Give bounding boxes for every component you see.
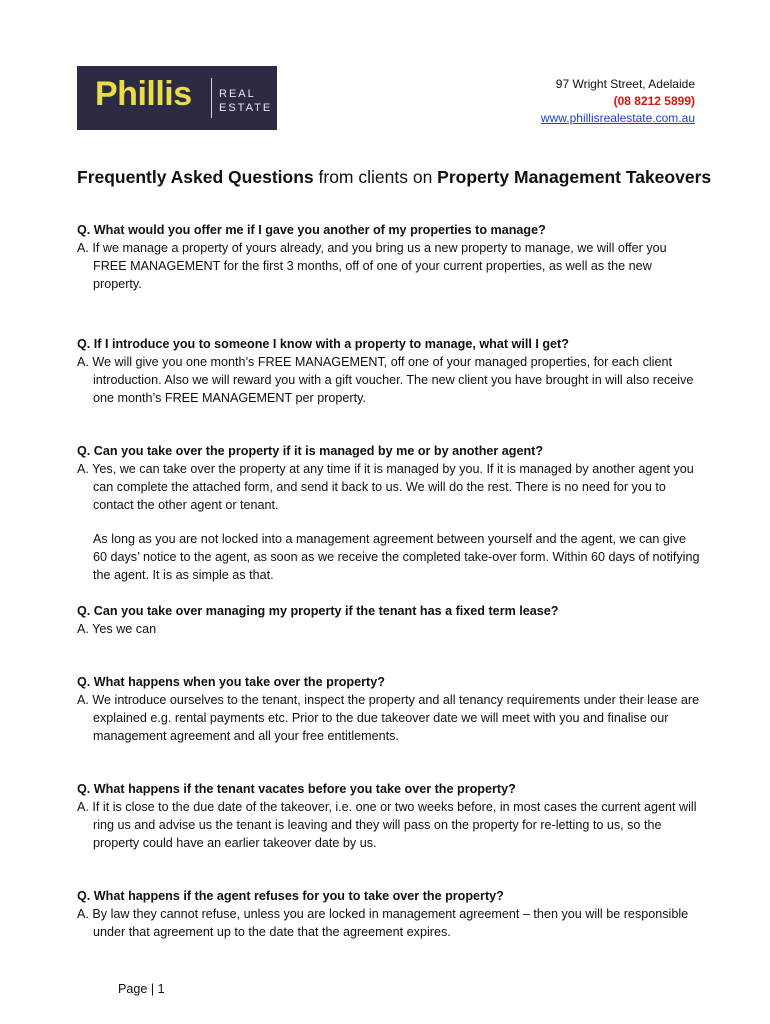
faq-item (77, 780, 702, 852)
faq-answer: A. If it is close to the due date of the takeover, i.e. one or two weeks before, in most cases the current agent will ring us and advise us the tenant is leaving and they will pass on the property for re-letting to us, so the property could have an earlier takeover date by us. (77, 800, 697, 850)
faq-answer: A. Yes we can (77, 622, 157, 636)
title-part-3: Property Management Takeovers (437, 167, 712, 187)
page-title (77, 165, 717, 189)
faq-answer: A. We will give you one month’s FREE MANAGEMENT, off one of your managed properties, for each client introduction. Also we will reward you with a gift voucher. The new client you have brought in will also receive one month’s FREE MANAGEMENT per property. (77, 355, 694, 405)
page-number: Page | 1 (118, 982, 165, 996)
contact-address: 97 Wright Street, Adelaide (555, 77, 695, 91)
faq-question: Q. What happens if the tenant vacates before you take over the property? (77, 782, 516, 796)
faq-question: Q. Can you take over managing my property if the tenant has a fixed term lease? (77, 604, 559, 618)
faq-answer-continued: As long as you are not locked into a management agreement between yourself and the agent, we can give 60 days’ notice to the agent, as soon as we receive the completed take-over form. Within 60 days of notifying the agent. It is as simple as that. (93, 532, 700, 582)
contact-block (541, 76, 695, 127)
faq-item (77, 221, 702, 293)
faq-question: Q. If I introduce you to someone I know with a property to manage, what will I get? (77, 337, 569, 351)
logo-sub-line1: REAL (219, 88, 256, 100)
company-logo (77, 66, 277, 130)
contact-website-link[interactable]: www.phillisrealestate.com.au (540, 111, 695, 125)
faq-item (77, 673, 702, 745)
faq-item (77, 887, 702, 941)
logo-brand-text: Phillis (95, 75, 192, 113)
faq-question: Q. What happens when you take over the property? (77, 675, 385, 689)
faq-answer: A. Yes, we can take over the property at any time if it is managed by you. If it is managed by another agent you can complete the attached form, and send it back to us. We will do the rest. There is no need for you to contact the other agent or tenant. (77, 462, 694, 512)
contact-phone: (08 8212 5899) (613, 94, 695, 108)
faq-answer: A. We introduce ourselves to the tenant, inspect the property and all tenancy requirements under their lease are explained e.g. rental payments etc. Prior to the due takeover date we will meet with you and finalise our management agreement and all your free entitlements. (77, 693, 700, 743)
faq-answer: A. If we manage a property of yours already, and you bring us a new property to manage, we will offer you FREE MANAGEMENT for the first 3 months, off of one of your current properties, as well as the new property. (77, 241, 667, 291)
faq-question: Q. What would you offer me if I gave you another of my properties to manage? (77, 223, 546, 237)
title-part-2: from clients on (313, 167, 438, 187)
faq-answer: A. By law they cannot refuse, unless you are locked in management agreement – then you will be responsible under that agreement up to the date that the agreement expires. (77, 907, 689, 939)
faq-item (77, 335, 702, 407)
logo-sub-line2: ESTATE (219, 102, 273, 114)
faq-question: Q. Can you take over the property if it is managed by me or by another agent? (77, 444, 544, 458)
logo-divider (211, 78, 212, 118)
faq-item (77, 602, 702, 638)
title-part-1: Frequently Asked Questions (77, 167, 314, 187)
faq-item (77, 442, 702, 584)
faq-question: Q. What happens if the agent refuses for you to take over the property? (77, 889, 504, 903)
